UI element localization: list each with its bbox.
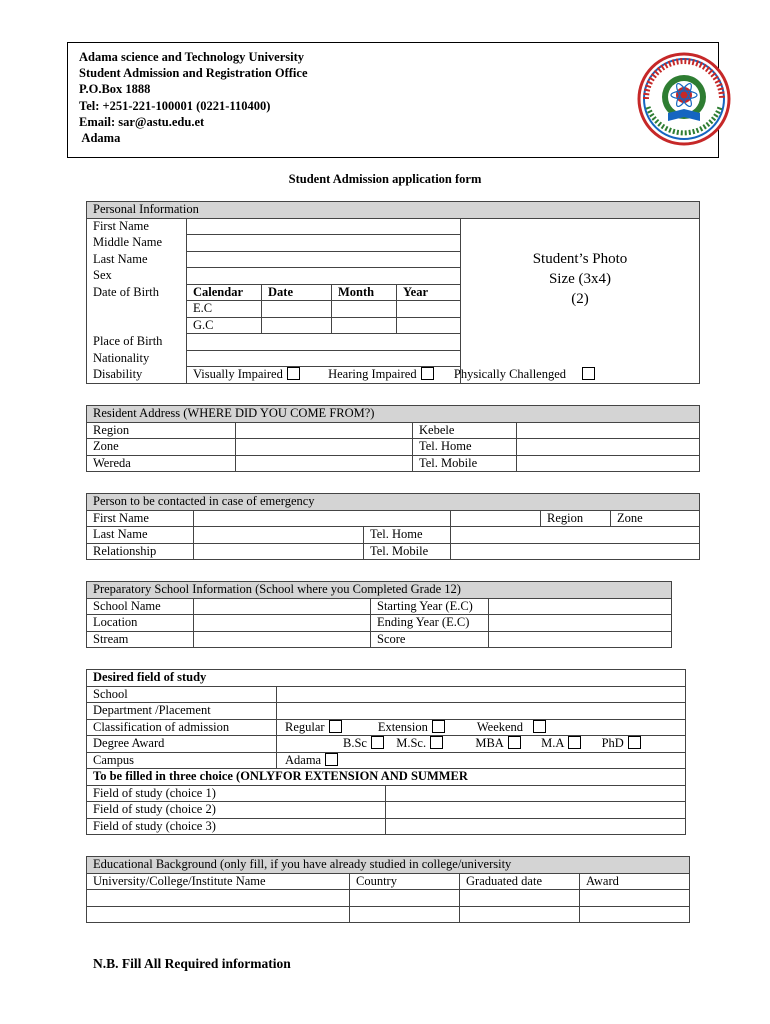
last-name-label: Last Name xyxy=(87,251,187,268)
photo-size: Size (3x4) xyxy=(548,270,612,287)
score-field[interactable] xyxy=(489,631,672,648)
campus-options xyxy=(277,752,686,769)
photo-label: Student’s Photo xyxy=(532,250,628,267)
extension-label: Extension xyxy=(377,719,428,734)
emergency-contact-table xyxy=(86,493,700,560)
gc-date-field[interactable] xyxy=(262,317,332,334)
gc-month-field[interactable] xyxy=(332,317,397,334)
nationality-field[interactable] xyxy=(187,350,461,367)
emergency-first-name-extra[interactable] xyxy=(451,510,541,527)
date-of-birth-label: Date of Birth xyxy=(87,284,187,301)
physically-challenged-checkbox[interactable] xyxy=(582,367,595,380)
po-box: P.O.Box 1888 xyxy=(79,82,151,97)
education-row-2-graduated[interactable] xyxy=(460,906,580,923)
choice-1-field[interactable] xyxy=(386,785,686,802)
weekend-checkbox[interactable] xyxy=(533,720,546,733)
ma-label: M.A xyxy=(541,736,565,751)
region-field[interactable] xyxy=(236,422,413,439)
emergency-tel-home-field[interactable] xyxy=(451,527,700,544)
mba-checkbox[interactable] xyxy=(508,736,521,749)
telephone: Tel: +251-221-100001 (0221-110400) xyxy=(79,98,271,113)
preparatory-school-table xyxy=(86,581,672,648)
personal-information-header: Personal Information xyxy=(87,202,700,219)
zone-field[interactable] xyxy=(236,439,413,456)
ec-month-field[interactable] xyxy=(332,301,397,318)
year-header: Year xyxy=(397,284,461,301)
first-name-label: First Name xyxy=(87,218,187,235)
choice-2-field[interactable] xyxy=(386,802,686,819)
region-label: Region xyxy=(87,422,236,439)
photo-count: (2) xyxy=(571,290,589,307)
adama-label: Adama xyxy=(285,752,322,767)
sex-field[interactable] xyxy=(187,268,461,285)
emergency-last-name-label: Last Name xyxy=(87,527,194,544)
education-row-1-award[interactable] xyxy=(580,890,690,907)
emergency-last-name-field[interactable] xyxy=(194,527,364,544)
emergency-zone-label: Zone xyxy=(611,510,700,527)
preparatory-school-header: Preparatory School Information (School where you Completed Grade 12) xyxy=(87,582,672,599)
ec-year-field[interactable] xyxy=(397,301,461,318)
education-row-1-country[interactable] xyxy=(350,890,460,907)
educational-background-table xyxy=(86,856,690,923)
school-name-field[interactable] xyxy=(194,598,371,615)
desired-field-table xyxy=(86,669,686,835)
date-header: Date xyxy=(262,284,332,301)
degree-options xyxy=(277,736,686,753)
tel-home-field[interactable] xyxy=(517,439,700,456)
resident-address-header: Resident Address (WHERE DID YOU COME FROM?) xyxy=(87,406,700,423)
zone-label: Zone xyxy=(87,439,236,456)
score-label: Score xyxy=(371,631,489,648)
tel-home-label: Tel. Home xyxy=(413,439,517,456)
col-award: Award xyxy=(580,873,690,890)
adama-checkbox[interactable] xyxy=(325,753,338,766)
nationality-label: Nationality xyxy=(87,350,187,367)
msc-checkbox[interactable] xyxy=(430,736,443,749)
place-of-birth-label: Place of Birth xyxy=(87,334,187,351)
weekend-label: Weekend xyxy=(476,719,524,734)
physically-challenged-label: Physically Challenged xyxy=(453,367,567,382)
emergency-relationship-label: Relationship xyxy=(87,543,194,560)
office-name: Student Admission and Registration Office xyxy=(79,66,308,81)
last-name-field[interactable] xyxy=(187,251,461,268)
ending-year-field[interactable] xyxy=(489,615,672,632)
hearing-impaired-label: Hearing Impaired xyxy=(328,367,417,382)
col-university: University/College/Institute Name xyxy=(87,873,350,890)
extension-checkbox[interactable] xyxy=(432,720,445,733)
education-row-1-graduated[interactable] xyxy=(460,890,580,907)
choice-note: To be filled in three choice (ONLYFOR EXTENSION AND SUMMER xyxy=(87,769,686,786)
department-field[interactable] xyxy=(277,703,686,720)
emergency-region-label: Region xyxy=(541,510,611,527)
month-header: Month xyxy=(332,284,397,301)
stream-label: Stream xyxy=(87,631,194,648)
university-name: Adama science and Technology University xyxy=(79,50,305,64)
kebele-label: Kebele xyxy=(413,422,517,439)
resident-address-table xyxy=(86,405,700,472)
location-field[interactable] xyxy=(194,615,371,632)
phd-checkbox[interactable] xyxy=(628,736,641,749)
starting-year-field[interactable] xyxy=(489,598,672,615)
email: Email: sar@astu.edu.et xyxy=(79,114,205,129)
visually-impaired-label: Visually Impaired xyxy=(193,367,283,382)
disability-label: Disability xyxy=(87,367,187,384)
hearing-impaired-checkbox[interactable] xyxy=(421,367,434,380)
visually-impaired-checkbox[interactable] xyxy=(287,367,300,380)
classification-label: Classification of admission xyxy=(87,719,277,736)
footer-note: N.B. Fill All Required information xyxy=(93,956,291,971)
degree-award-label: Degree Award xyxy=(87,736,277,753)
education-row-2-university[interactable] xyxy=(87,906,350,923)
bsc-checkbox[interactable] xyxy=(371,736,384,749)
emergency-relationship-field[interactable] xyxy=(194,543,364,560)
place-of-birth-field[interactable] xyxy=(187,334,461,351)
emergency-contact-header: Person to be contacted in case of emergency xyxy=(87,494,700,511)
emergency-tel-mobile-label: Tel. Mobile xyxy=(364,543,451,560)
regular-label: Regular xyxy=(285,719,325,734)
classification-options xyxy=(277,719,686,736)
kebele-field[interactable] xyxy=(517,422,700,439)
personal-information-table xyxy=(86,201,700,384)
wereda-label: Wereda xyxy=(87,455,236,472)
mba-label: MBA xyxy=(475,736,504,751)
wereda-field[interactable] xyxy=(236,455,413,472)
emergency-first-name-field[interactable] xyxy=(194,510,451,527)
starting-year-label: Starting Year (E.C) xyxy=(371,598,489,615)
city: Adama xyxy=(79,131,121,146)
education-row-2-country[interactable] xyxy=(350,906,460,923)
emergency-first-name-label: First Name xyxy=(87,510,194,527)
phd-label: PhD xyxy=(601,736,624,751)
educational-background-header: Educational Background (only fill, if you have already studied in college/university xyxy=(87,857,690,874)
education-row-1-university[interactable] xyxy=(87,890,350,907)
choice-3-field[interactable] xyxy=(386,818,686,835)
desired-field-header: Desired field of study xyxy=(87,670,686,687)
letterhead xyxy=(67,42,719,158)
school-label: School xyxy=(87,686,277,703)
bsc-label: B.Sc xyxy=(343,736,367,751)
ending-year-label: Ending Year (E.C) xyxy=(371,615,489,632)
emergency-tel-mobile-field[interactable] xyxy=(451,543,700,560)
middle-name-field[interactable] xyxy=(187,235,461,252)
tel-mobile-field[interactable] xyxy=(517,455,700,472)
school-name-label: School Name xyxy=(87,598,194,615)
tel-mobile-label: Tel. Mobile xyxy=(413,455,517,472)
col-graduated-date: Graduated date xyxy=(460,873,580,890)
col-country: Country xyxy=(350,873,460,890)
disability-options xyxy=(187,367,700,384)
education-row-2-award[interactable] xyxy=(580,906,690,923)
university-seal-icon xyxy=(636,51,732,147)
ec-label: E.C xyxy=(187,301,262,318)
gc-year-field[interactable] xyxy=(397,317,461,334)
campus-label: Campus xyxy=(87,752,277,769)
middle-name-label: Middle Name xyxy=(87,235,187,252)
department-label: Department /Placement xyxy=(87,703,277,720)
form-title: Student Admission application form xyxy=(288,172,482,186)
choice-1-label: Field of study (choice 1) xyxy=(87,785,386,802)
emergency-tel-home-label: Tel. Home xyxy=(364,527,451,544)
sex-label: Sex xyxy=(87,268,187,285)
location-label: Location xyxy=(87,615,194,632)
student-photo-box[interactable] xyxy=(461,218,700,383)
ma-checkbox[interactable] xyxy=(568,736,581,749)
choice-3-label: Field of study (choice 3) xyxy=(87,818,386,835)
msc-label: M.Sc. xyxy=(396,736,427,751)
ec-date-field[interactable] xyxy=(262,301,332,318)
first-name-field[interactable] xyxy=(187,218,461,235)
regular-checkbox[interactable] xyxy=(329,720,342,733)
stream-field[interactable] xyxy=(194,631,371,648)
gc-label: G.C xyxy=(187,317,262,334)
school-field[interactable] xyxy=(277,686,686,703)
calendar-header: Calendar xyxy=(187,284,262,301)
choice-2-label: Field of study (choice 2) xyxy=(87,802,386,819)
